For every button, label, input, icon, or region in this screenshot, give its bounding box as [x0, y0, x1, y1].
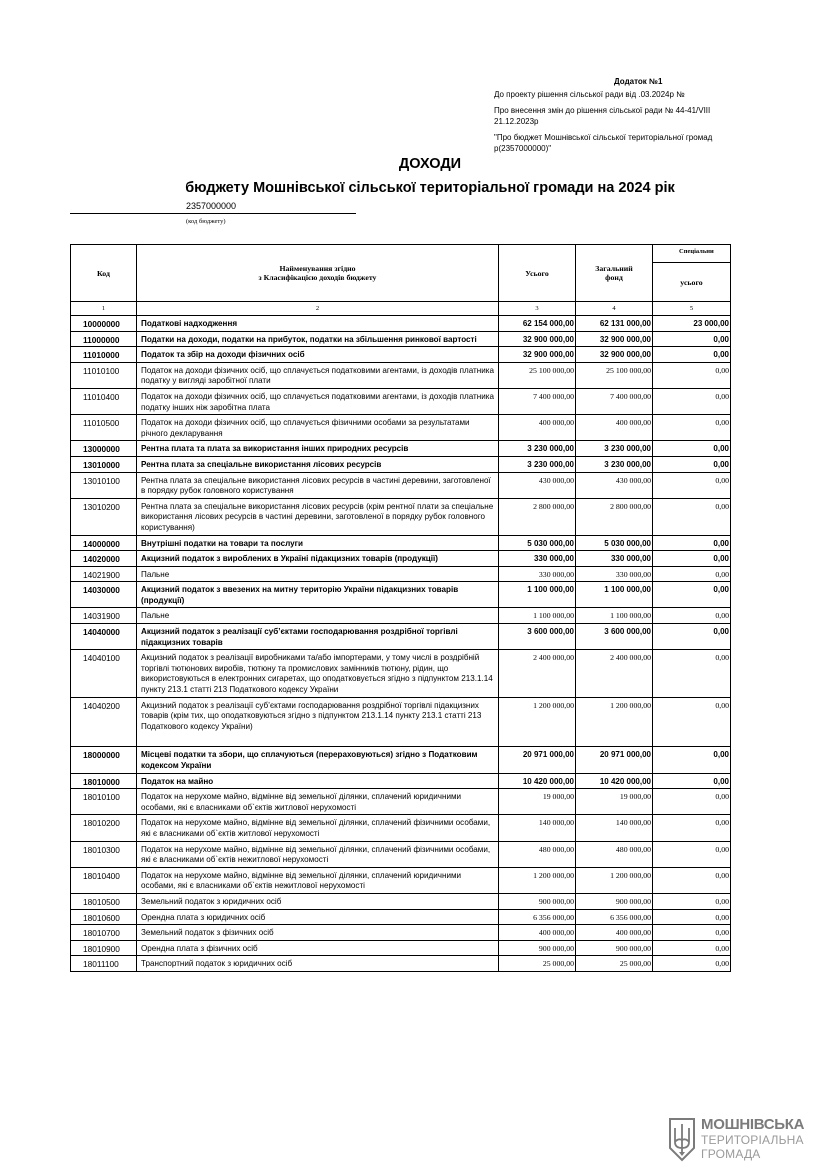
row-general-fund: 3 600 000,00 [576, 624, 653, 650]
header-general-line-1: Загальний [595, 264, 633, 273]
table-row [71, 331, 731, 347]
row-total: 2 400 000,00 [499, 650, 576, 697]
row-total: 1 100 000,00 [499, 582, 576, 608]
row-general-fund: 480 000,00 [576, 841, 653, 867]
row-general-fund: 140 000,00 [576, 815, 653, 841]
row-total: 400 000,00 [499, 415, 576, 441]
header-total: Усього [499, 245, 576, 302]
row-total: 32 900 000,00 [499, 331, 576, 347]
row-code: 11010100 [71, 362, 137, 388]
table-row [71, 362, 731, 388]
table-row [71, 815, 731, 841]
row-total: 7 400 000,00 [499, 388, 576, 414]
community-logo [667, 1116, 817, 1164]
row-name: Рентна плата за спеціальне використання лісових ресурсів в частині деревини, заготовленої в порядку рубок головного користування [137, 472, 499, 498]
row-general-fund: 400 000,00 [576, 415, 653, 441]
row-code: 14040000 [71, 624, 137, 650]
row-code: 18010300 [71, 841, 137, 867]
row-special-fund: 0,00 [653, 388, 731, 414]
row-special-fund: 0,00 [653, 650, 731, 697]
logo-line-1: МОШНІВСЬКА [701, 1116, 805, 1133]
row-name: Рентна плата та плата за використання інших природних ресурсів [137, 441, 499, 457]
table-row [71, 472, 731, 498]
table-row [71, 456, 731, 472]
row-total: 430 000,00 [499, 472, 576, 498]
row-general-fund: 10 420 000,00 [576, 773, 653, 789]
logo-line-2: ТЕРИТОРІАЛЬНА [701, 1133, 804, 1147]
row-special-fund: 0,00 [653, 566, 731, 582]
amendment-line [494, 105, 824, 127]
row-special-fund: 0,00 [653, 867, 731, 893]
row-special-fund: 0,00 [653, 893, 731, 909]
row-total: 1 200 000,00 [499, 867, 576, 893]
row-general-fund: 7 400 000,00 [576, 388, 653, 414]
row-total: 900 000,00 [499, 893, 576, 909]
document-title: ДОХОДИ [398, 156, 462, 172]
row-general-fund: 6 356 000,00 [576, 909, 653, 925]
row-special-fund: 0,00 [653, 472, 731, 498]
table-row [71, 925, 731, 941]
row-general-fund: 25 100 000,00 [576, 362, 653, 388]
header-general-line-2: фонд [605, 273, 623, 282]
row-general-fund: 32 900 000,00 [576, 347, 653, 363]
budget-code: 2357000000 [186, 201, 237, 211]
row-name: Акцизний податок з вироблених в Україні підакцизних товарів (продукції) [137, 551, 499, 567]
column-number: 3 [499, 302, 576, 316]
row-total: 330 000,00 [499, 551, 576, 567]
row-special-fund: 0,00 [653, 441, 731, 457]
row-special-fund: 0,00 [653, 815, 731, 841]
row-code: 11010000 [71, 347, 137, 363]
table-row [71, 773, 731, 789]
row-name: Земельний податок з фізичних осіб [137, 925, 499, 941]
table-row [71, 789, 731, 815]
row-general-fund: 900 000,00 [576, 893, 653, 909]
row-code: 14021900 [71, 566, 137, 582]
row-special-fund: 0,00 [653, 624, 731, 650]
row-name: Акцизний податок з ввезених на митну територію України підакцизних товарів (продукції) [137, 582, 499, 608]
row-total: 25 100 000,00 [499, 362, 576, 388]
row-total: 3 230 000,00 [499, 441, 576, 457]
row-name: Податок на нерухоме майно, відмінне від земельної ділянки, сплачений фізичними особами, які є власниками об`єктів нежитлової нерухомості [137, 841, 499, 867]
row-code: 18010000 [71, 773, 137, 789]
row-name: Пальне [137, 566, 499, 582]
row-code: 13010200 [71, 498, 137, 535]
row-special-fund: 0,00 [653, 608, 731, 624]
table-row [71, 347, 731, 363]
row-general-fund: 900 000,00 [576, 940, 653, 956]
header-name [137, 245, 499, 302]
row-general-fund: 3 230 000,00 [576, 441, 653, 457]
row-code: 14020000 [71, 551, 137, 567]
row-general-fund: 5 030 000,00 [576, 535, 653, 551]
row-code: 14031900 [71, 608, 137, 624]
row-name: Податок на доходи фізичних осіб, що сплачується податковими агентами, із доходів платника податку у вигляді заробітної плати [137, 362, 499, 388]
row-total: 5 030 000,00 [499, 535, 576, 551]
draft-decision-line: До проекту рішення сільської ради від .03.2024р № [494, 90, 685, 99]
row-total: 1 100 000,00 [499, 608, 576, 624]
row-code: 10000000 [71, 316, 137, 332]
row-total: 6 356 000,00 [499, 909, 576, 925]
table-row [71, 867, 731, 893]
row-code: 14040200 [71, 697, 137, 747]
row-general-fund: 20 971 000,00 [576, 747, 653, 773]
row-general-fund: 3 230 000,00 [576, 456, 653, 472]
document-subtitle: бюджету Мошнівської сільської територіальної громади на 2024 рік [185, 180, 675, 196]
row-general-fund: 400 000,00 [576, 925, 653, 941]
revenue-table-container [70, 244, 729, 1082]
table-row [71, 441, 731, 457]
row-name: Податок на нерухоме майно, відмінне від земельної ділянки, сплачений юридичними особами, які є власниками об`єктів нежитлової нерухомості [137, 867, 499, 893]
table-row [71, 956, 731, 972]
header-name-line-1: Найменування згідно [279, 264, 356, 273]
row-general-fund: 1 200 000,00 [576, 697, 653, 747]
row-total: 330 000,00 [499, 566, 576, 582]
row-code: 18010100 [71, 789, 137, 815]
header-special-fund: Спеціальни [653, 245, 731, 263]
table-row [71, 893, 731, 909]
row-code: 18010700 [71, 925, 137, 941]
row-code: 14030000 [71, 582, 137, 608]
row-general-fund: 330 000,00 [576, 551, 653, 567]
row-name: Транспортний податок з юридичних осіб [137, 956, 499, 972]
table-row [71, 650, 731, 697]
row-special-fund: 0,00 [653, 582, 731, 608]
row-general-fund: 62 131 000,00 [576, 316, 653, 332]
header-special-total: усього [653, 263, 731, 302]
column-number: 2 [137, 302, 499, 316]
row-general-fund: 2 800 000,00 [576, 498, 653, 535]
row-general-fund: 1 100 000,00 [576, 608, 653, 624]
row-total: 10 420 000,00 [499, 773, 576, 789]
row-special-fund: 0,00 [653, 331, 731, 347]
column-number: 1 [71, 302, 137, 316]
table-row [71, 909, 731, 925]
row-name: Акцизний податок з реалізації суб’єктами господарювання роздрібної торгівлі підакцизних товарів (крім тих, що оподатковуються згідно з підпунктом 213.1.14 пункту 213.1 статті 213 Податкового кодексу України) [137, 697, 499, 747]
row-code: 18000000 [71, 747, 137, 773]
row-general-fund: 1 100 000,00 [576, 582, 653, 608]
row-general-fund: 2 400 000,00 [576, 650, 653, 697]
table-row [71, 841, 731, 867]
header-name-line-2: з Класифікацією доходів бюджету [258, 273, 377, 282]
budget-code-caption: (код бюджету) [186, 218, 226, 225]
row-name: Місцеві податки та збори, що сплачуються (перераховуються) згідно з Податковим кодексом України [137, 747, 499, 773]
row-code: 13010100 [71, 472, 137, 498]
row-name: Податки на доходи, податки на прибуток, податки на збільшення ринкової вартості [137, 331, 499, 347]
row-general-fund: 1 200 000,00 [576, 867, 653, 893]
column-number-row [71, 302, 731, 316]
row-total: 19 000,00 [499, 789, 576, 815]
row-code: 14040100 [71, 650, 137, 697]
amendment-line-2: 21.12.2023р [494, 117, 539, 126]
row-special-fund: 0,00 [653, 747, 731, 773]
amendment-line-1: Про внесення змін до рішення сільської ради № 44-41/VIII [494, 106, 711, 115]
row-total: 480 000,00 [499, 841, 576, 867]
row-name: Податок на майно [137, 773, 499, 789]
table-row [71, 498, 731, 535]
row-code: 14000000 [71, 535, 137, 551]
row-special-fund: 0,00 [653, 415, 731, 441]
row-total: 20 971 000,00 [499, 747, 576, 773]
table-row [71, 415, 731, 441]
row-code: 13010000 [71, 456, 137, 472]
row-total: 3 600 000,00 [499, 624, 576, 650]
row-name: Податкові надходження [137, 316, 499, 332]
row-special-fund: 23 000,00 [653, 316, 731, 332]
row-special-fund: 0,00 [653, 498, 731, 535]
row-name: Податок на нерухоме майно, відмінне від земельної ділянки, сплачений фізичними особами, які є власниками об`єктів житлової нерухомості [137, 815, 499, 841]
row-general-fund: 32 900 000,00 [576, 331, 653, 347]
row-code: 18010600 [71, 909, 137, 925]
row-special-fund: 0,00 [653, 841, 731, 867]
row-total: 2 800 000,00 [499, 498, 576, 535]
table-row [71, 535, 731, 551]
row-code: 18010500 [71, 893, 137, 909]
row-code: 18010900 [71, 940, 137, 956]
logo-line-3: ГРОМАДА [701, 1147, 761, 1161]
row-special-fund: 0,00 [653, 535, 731, 551]
row-general-fund: 25 000,00 [576, 956, 653, 972]
row-special-fund: 0,00 [653, 773, 731, 789]
row-code: 11000000 [71, 331, 137, 347]
row-name: Акцизний податок з реалізації суб’єктами господарювання роздрібної торгівлі підакцизних товарів [137, 624, 499, 650]
row-name: Земельний податок з юридичних осіб [137, 893, 499, 909]
row-code: 18010400 [71, 867, 137, 893]
header-code: Код [71, 245, 137, 302]
annex-label: Додаток №1 [614, 77, 663, 86]
table-row [71, 697, 731, 747]
row-special-fund: 0,00 [653, 697, 731, 747]
budget-decision-line-2: р(2357000000)" [494, 144, 552, 153]
revenue-table [70, 244, 731, 972]
row-general-fund: 330 000,00 [576, 566, 653, 582]
row-total: 62 154 000,00 [499, 316, 576, 332]
row-name: Податок на доходи фізичних осіб, що сплачується податковими агентами, із доходів платника податку інших ніж заробітна плата [137, 388, 499, 414]
row-name: Податок на доходи фізичних осіб, що сплачується фізичними особами за результатами річного декларування [137, 415, 499, 441]
row-code: 11010400 [71, 388, 137, 414]
row-name: Внутрішні податки на товари та послуги [137, 535, 499, 551]
row-name: Податок та збір на доходи фізичних осіб [137, 347, 499, 363]
row-total: 400 000,00 [499, 925, 576, 941]
row-code: 11010500 [71, 415, 137, 441]
row-general-fund: 19 000,00 [576, 789, 653, 815]
row-code: 18011100 [71, 956, 137, 972]
document-header [494, 76, 824, 159]
row-total: 25 000,00 [499, 956, 576, 972]
row-total: 3 230 000,00 [499, 456, 576, 472]
row-special-fund: 0,00 [653, 789, 731, 815]
row-total: 140 000,00 [499, 815, 576, 841]
row-special-fund: 0,00 [653, 347, 731, 363]
row-name: Акцизний податок з реалізації виробниками та/або імпортерами, у тому числі в роздрібній торгівлі тютюнових виробів, тютюну та промислових замінників тютюну, рідин, що використовуються в електронних сигаретах, що оподатковується згідно з підпунктом 213.1.14 пункту 213.1 статті 213 Податкового кодексу України [137, 650, 499, 697]
row-code: 18010200 [71, 815, 137, 841]
budget-code-underline [70, 213, 356, 214]
row-code: 13000000 [71, 441, 137, 457]
row-name: Орендна плата з фізичних осіб [137, 940, 499, 956]
row-name: Податок на нерухоме майно, відмінне від земельної ділянки, сплачений юридичними особами, які є власниками об`єктів житлової нерухомості [137, 789, 499, 815]
table-row [71, 551, 731, 567]
column-number: 5 [653, 302, 731, 316]
trident-icon [667, 1116, 697, 1162]
row-name: Рентна плата за спеціальне використання лісових ресурсів [137, 456, 499, 472]
table-row [71, 608, 731, 624]
table-row [71, 940, 731, 956]
row-name: Орендна плата з юридичних осіб [137, 909, 499, 925]
column-number: 4 [576, 302, 653, 316]
row-special-fund: 0,00 [653, 940, 731, 956]
row-special-fund: 0,00 [653, 362, 731, 388]
row-special-fund: 0,00 [653, 956, 731, 972]
table-row [71, 582, 731, 608]
row-total: 900 000,00 [499, 940, 576, 956]
table-row [71, 566, 731, 582]
table-row [71, 388, 731, 414]
row-total: 1 200 000,00 [499, 697, 576, 747]
row-name: Пальне [137, 608, 499, 624]
header-general-fund [576, 245, 653, 302]
table-row [71, 316, 731, 332]
row-special-fund: 0,00 [653, 551, 731, 567]
table-row [71, 747, 731, 773]
budget-decision-line-1: "Про бюджет Мошнівської сільської територіальної громад [494, 133, 713, 142]
row-general-fund: 430 000,00 [576, 472, 653, 498]
row-name: Рентна плата за спеціальне використання лісових ресурсів (крім рентної плати за спеціальне використання лісових ресурсів в частині деревини, заготовленої в порядку рубок головного користування) [137, 498, 499, 535]
row-total: 32 900 000,00 [499, 347, 576, 363]
row-special-fund: 0,00 [653, 456, 731, 472]
row-special-fund: 0,00 [653, 909, 731, 925]
table-row [71, 624, 731, 650]
row-special-fund: 0,00 [653, 925, 731, 941]
budget-decision-line [494, 132, 824, 154]
